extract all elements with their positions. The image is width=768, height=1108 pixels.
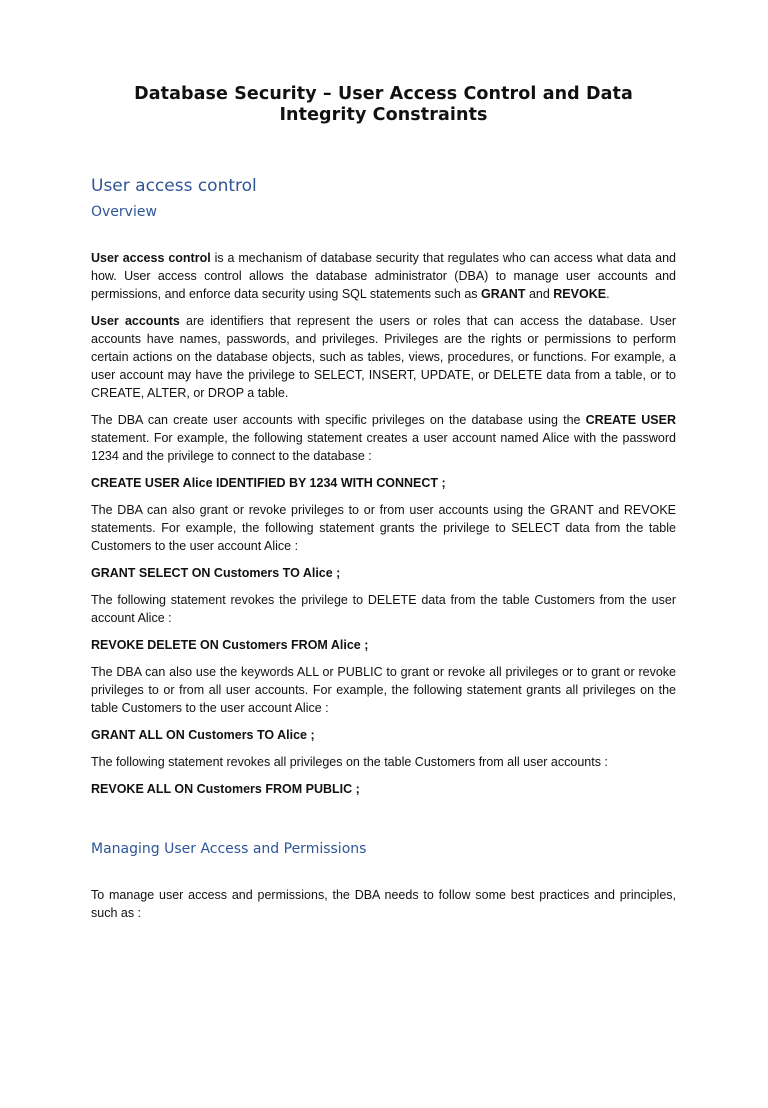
subheading-overview: Overview: [91, 204, 157, 220]
paragraph-text: and: [525, 287, 554, 301]
term-grant: GRANT: [481, 287, 526, 301]
paragraph-user-accounts: [91, 312, 676, 402]
code-grant-select: GRANT SELECT ON Customers TO Alice ;: [91, 566, 341, 580]
section-heading-user-access-control: User access control: [91, 176, 257, 196]
paragraph-create-user: [91, 411, 676, 465]
paragraph-best-practices: To manage user access and permissions, the DBA needs to follow some best practices and principles, such as :: [91, 888, 676, 920]
document-title: Database Security – User Access Control and Data Integrity Constraints: [134, 84, 633, 125]
document-page: [0, 84, 768, 1108]
section-heading-managing-access: Managing User Access and Permissions: [91, 841, 367, 857]
term-user-accounts: User accounts: [91, 314, 180, 328]
term-user-access-control: User access control: [91, 251, 211, 265]
code-revoke-all-public: REVOKE ALL ON Customers FROM PUBLIC ;: [91, 782, 360, 796]
paragraph-revoke-delete: The following statement revokes the privilege to DELETE data from the table Customers from the user account Alice :: [91, 593, 676, 625]
code-grant-all: GRANT ALL ON Customers TO Alice ;: [91, 728, 315, 742]
paragraph-revoke-all: The following statement revokes all privileges on the table Customers from all user accounts :: [91, 755, 608, 769]
term-revoke: REVOKE: [553, 287, 607, 301]
paragraph-grant-revoke: The DBA can also grant or revoke privileges to or from user accounts using the GRANT and REVOKE statements. For example, the following statement grants the privilege to SELECT data from the table Customers to the user account Alice :: [91, 503, 676, 553]
paragraph-text: statement. For example, the following statement creates a user account named Alice with the password 1234 and the privilege to connect to the database :: [91, 431, 676, 463]
paragraph-text: is a mechanism of database security that regulates who can access what data and how. User access control allows the database administrator (DBA) to manage user accounts and permissions, and enforce data security using SQL statements such as: [91, 251, 677, 301]
paragraph-all-public: The DBA can also use the keywords ALL or PUBLIC to grant or revoke all privileges or to grant or revoke privileges to or from all user accounts. For example, the following statement grants all privileges on the table Customers to the user account Alice :: [91, 665, 676, 715]
paragraph-text: .: [606, 287, 610, 301]
paragraph-text: are identifiers that represent the users or roles that can access the database. User accounts have names, passwords, and privileges. Privileges are the rights or permissions to perform certain actions on the database objects, such as tables, views, procedures, or functions. For example, a user account may have the privilege to SELECT, INSERT, UPDATE, or DELETE data from a table, or to CREATE, ALTER, or DROP a table.: [91, 314, 677, 400]
paragraph-intro: [91, 249, 676, 303]
term-create-user: CREATE USER: [585, 413, 676, 427]
code-create-user: CREATE USER Alice IDENTIFIED BY 1234 WITH CONNECT ;: [91, 476, 446, 490]
paragraph-text: The DBA can create user accounts with specific privileges on the database using the: [91, 413, 586, 427]
code-revoke-delete: REVOKE DELETE ON Customers FROM Alice ;: [91, 638, 369, 652]
